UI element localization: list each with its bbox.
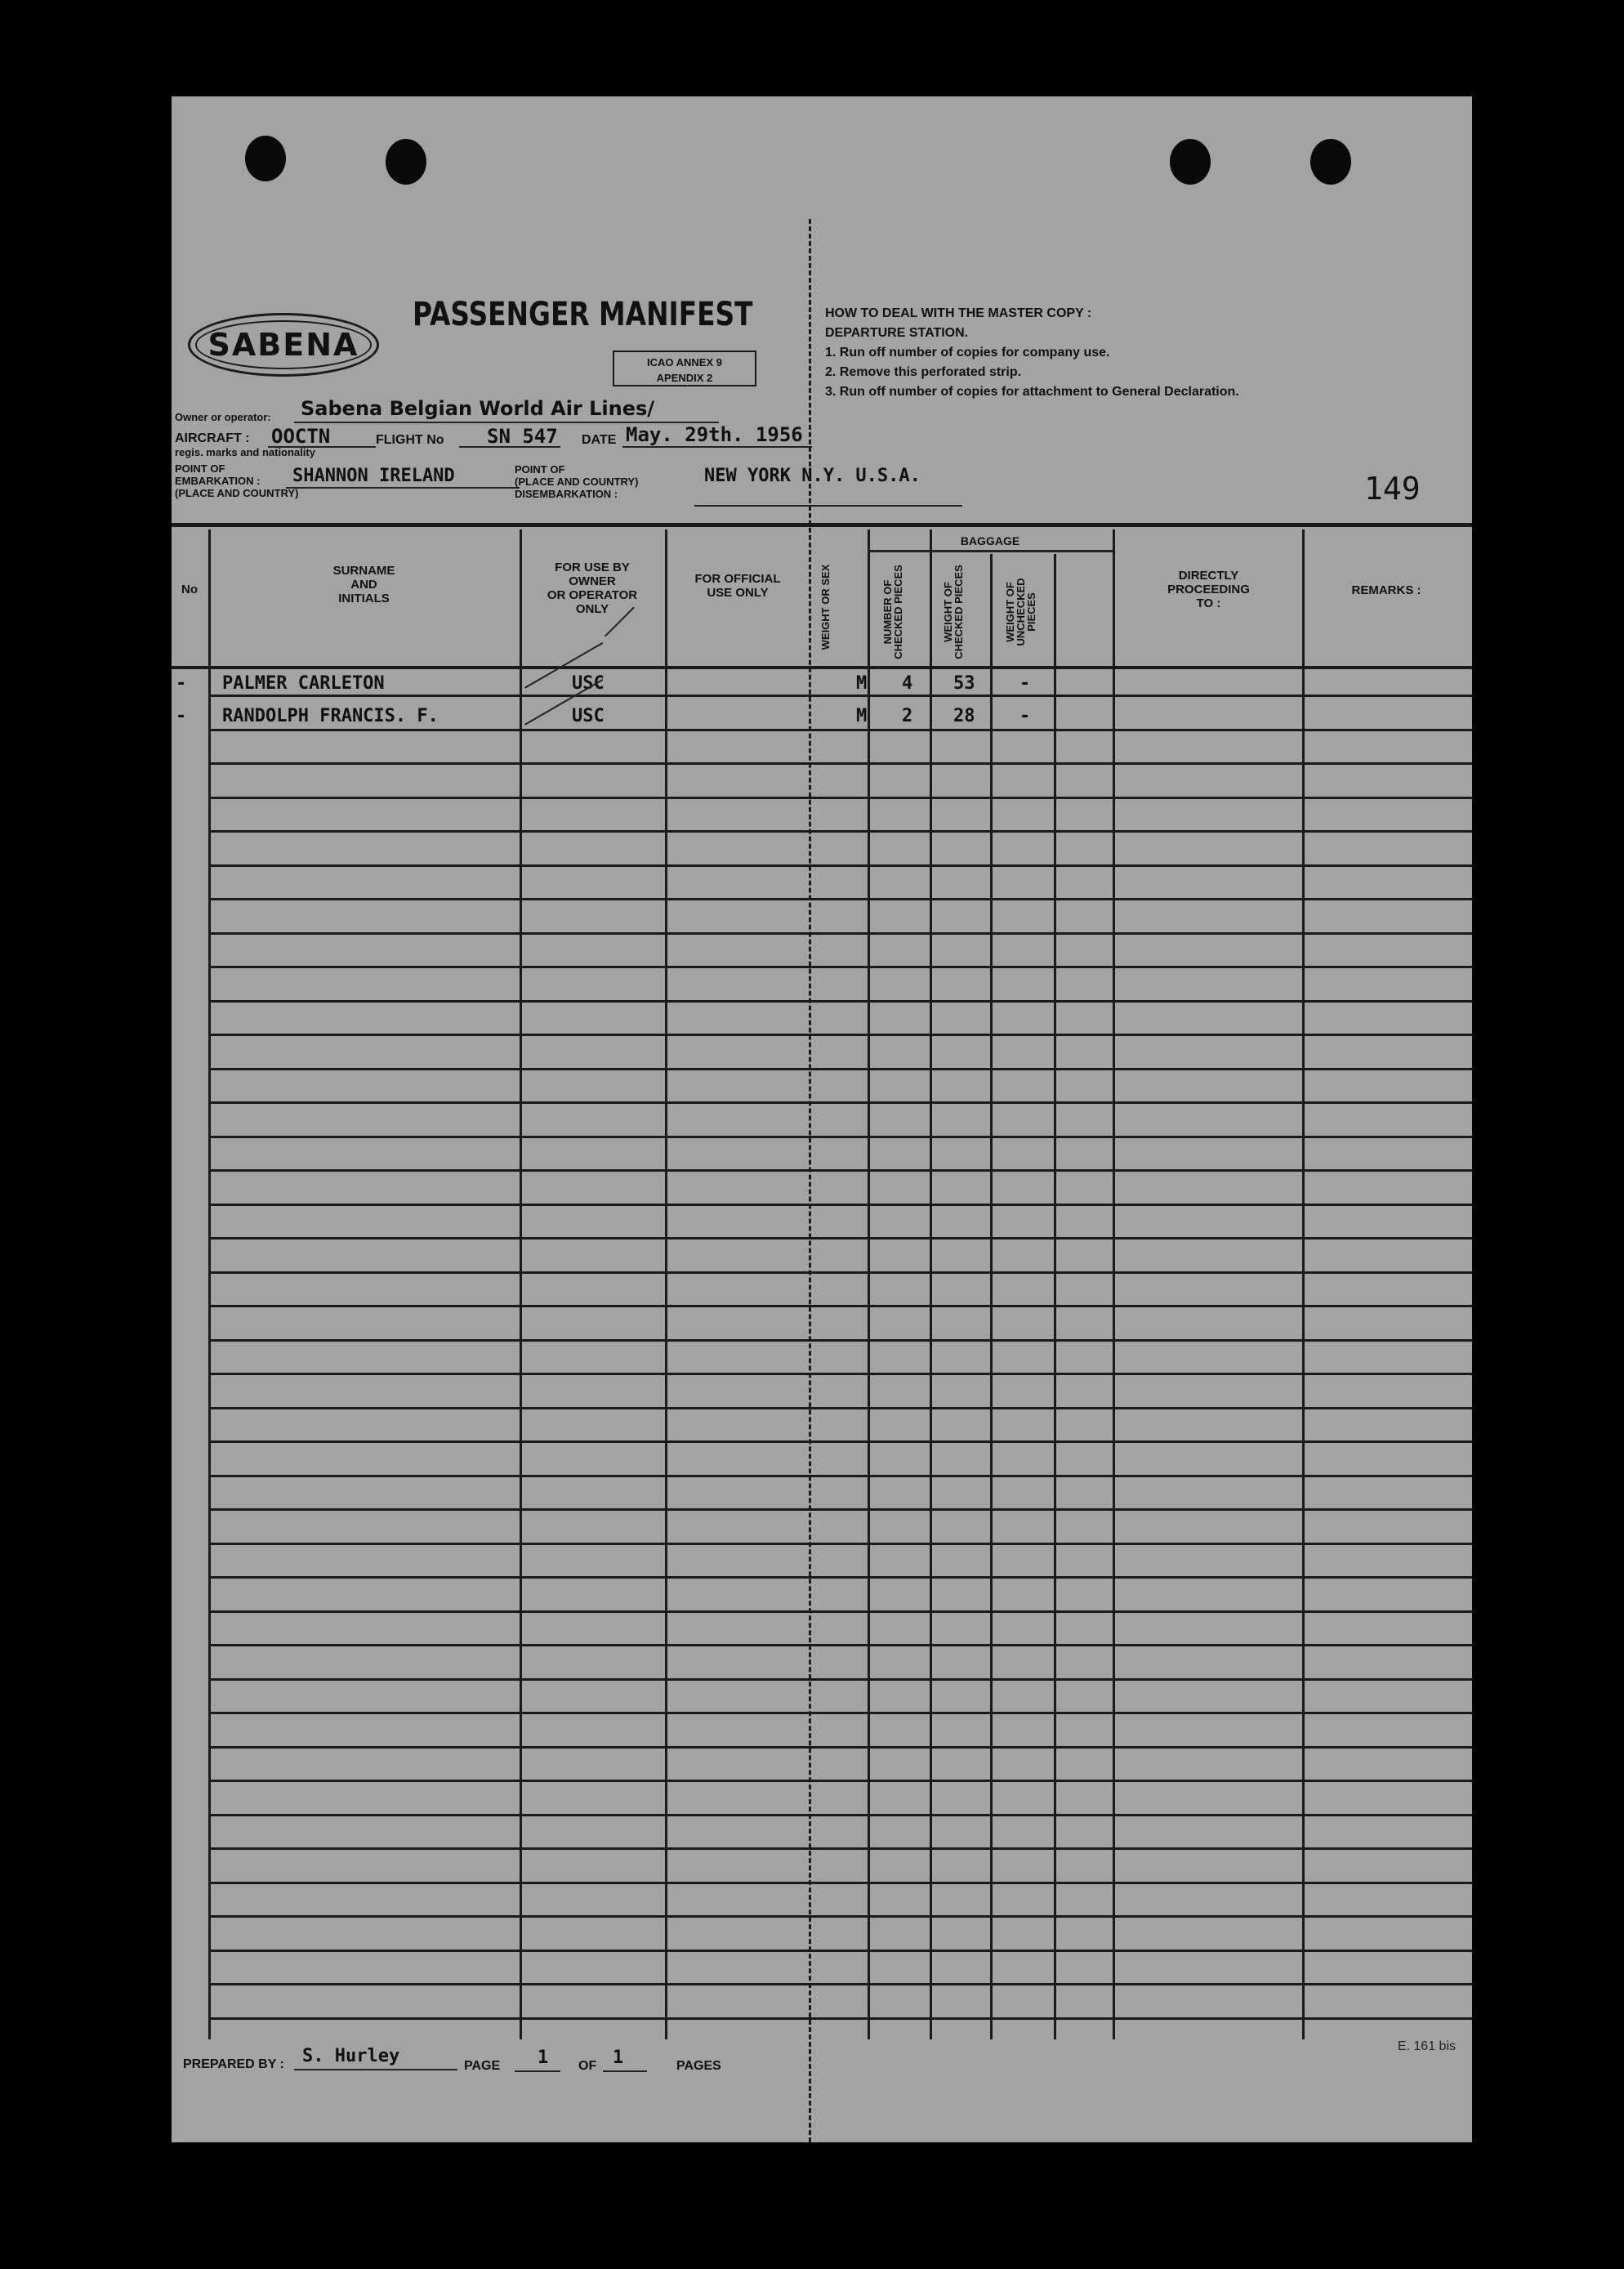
- checked-pieces: 4: [902, 673, 913, 694]
- document-title: PASSENGER MANIFEST: [413, 296, 753, 333]
- prepared-underline: [294, 2069, 457, 2070]
- ruled-row-line: [208, 1204, 1472, 1206]
- ruled-row-line: [208, 1644, 1472, 1646]
- checked-weight: 53: [953, 673, 975, 694]
- ruled-row-line: [208, 1508, 1472, 1511]
- passenger-sex: M: [856, 673, 868, 694]
- col-divider-weight: [990, 554, 993, 2039]
- instruction-line: DEPARTURE STATION.: [825, 326, 969, 340]
- of-underline: [603, 2070, 647, 2072]
- baggage-underline: [868, 550, 1113, 552]
- ruled-row-line: [208, 1407, 1472, 1409]
- ruled-row-line: [208, 762, 1472, 765]
- ruled-row-line: [208, 695, 1472, 697]
- header-proceeding: DIRECTLY PROCEEDING TO :: [1167, 569, 1250, 610]
- embarkation-value: SHANNON IRELAND: [292, 466, 455, 486]
- embark-label-2: EMBARKATION :: [175, 475, 261, 487]
- ruled-row-line: [208, 1237, 1472, 1239]
- instruction-line: 3. Run off number of copies for attachment to General Declaration.: [825, 385, 1239, 399]
- flight-underline: [459, 446, 560, 448]
- ruled-row-line: [208, 1169, 1472, 1172]
- ruled-row-line: [208, 1780, 1472, 1782]
- ruled-row-line: [208, 1712, 1472, 1714]
- ruled-row-line: [208, 1136, 1472, 1138]
- sabena-logo: [188, 313, 379, 377]
- ruled-row-line: [208, 932, 1472, 935]
- header-official-use: FOR OFFICIAL USE ONLY: [694, 572, 781, 600]
- owner-label: Owner or operator:: [175, 411, 271, 423]
- header-checked-number: NUMBER OF CHECKED PIECES: [881, 565, 904, 659]
- punch-hole: [1170, 139, 1211, 185]
- date-value: May. 29th. 1956: [626, 423, 803, 446]
- ruled-row-line: [208, 1305, 1472, 1307]
- form-number: E. 161 bis: [1397, 2039, 1456, 2053]
- ruled-row-line: [208, 1101, 1472, 1104]
- ruled-row-line: [208, 1882, 1472, 1884]
- logo-text: SABENA: [207, 327, 359, 363]
- header-no: No: [181, 583, 198, 596]
- annex-line-1: ICAO ANNEX 9: [647, 356, 722, 368]
- table-top-rule: [172, 523, 1472, 527]
- header-baggage: BAGGAGE: [960, 534, 1020, 547]
- disembark-label-2: (PLACE AND COUNTRY): [515, 476, 639, 488]
- owner-code: USC: [572, 673, 605, 694]
- ruled-row-line: [208, 1543, 1472, 1545]
- page-label: PAGE: [464, 2059, 501, 2073]
- page-underline: [515, 2070, 560, 2072]
- ruled-row-line: [208, 1373, 1472, 1375]
- icao-annex-box: [613, 351, 756, 386]
- header-weight-sex: WEIGHT OR SEX: [819, 564, 832, 650]
- ruled-row-line: [208, 797, 1472, 799]
- passenger-sex: M: [856, 706, 868, 726]
- header-surname: SURNAME AND INITIALS: [332, 564, 395, 605]
- ruled-row-line: [208, 966, 1472, 968]
- owner-code: USC: [572, 706, 605, 726]
- of-value: 1: [613, 2048, 624, 2068]
- instruction-line: 1. Run off number of copies for company use.: [825, 346, 1110, 360]
- ruled-row-line: [208, 864, 1472, 867]
- page-value: 1: [538, 2048, 549, 2068]
- ruled-row-line: [208, 1814, 1472, 1816]
- ruled-row-line: [208, 830, 1472, 833]
- passenger-name: PALMER CARLETON: [222, 673, 385, 694]
- checked-pieces: 2: [902, 706, 913, 726]
- row-number: -: [176, 673, 187, 694]
- ruled-row-line: [208, 2017, 1472, 2020]
- ruled-row-line: [208, 1847, 1472, 1850]
- ruled-row-line: [208, 1475, 1472, 1477]
- embark-label-1: POINT OF: [175, 462, 225, 475]
- embark-label-3: (PLACE AND COUNTRY): [175, 487, 299, 499]
- annex-line-2: APENDIX 2: [656, 372, 713, 384]
- table-header-rule: [172, 666, 1472, 669]
- punch-hole: [245, 136, 286, 181]
- perforation-line: [809, 219, 811, 2142]
- ruled-row-line: [208, 1915, 1472, 1918]
- prepared-by-label: PREPARED BY :: [183, 2057, 284, 2071]
- flight-label: FLIGHT No: [376, 433, 444, 447]
- instruction-heading: HOW TO DEAL WITH THE MASTER COPY :: [825, 306, 1092, 320]
- ruled-row-line: [208, 1576, 1472, 1579]
- flight-value: SN 547: [487, 425, 558, 448]
- disembarkation-value: NEW YORK N.Y. U.S.A.: [704, 466, 921, 486]
- ruled-row-line: [208, 1440, 1472, 1443]
- punch-hole: [1310, 139, 1351, 185]
- header-remarks: REMARKS :: [1351, 583, 1421, 597]
- ruled-row-line: [208, 1678, 1472, 1681]
- ruled-row-line: [208, 1068, 1472, 1070]
- embark-underline: [286, 487, 520, 489]
- pages-label: PAGES: [676, 2059, 721, 2073]
- ruled-row-line: [208, 1271, 1472, 1274]
- ruled-row-line: [208, 898, 1472, 900]
- checked-weight: 28: [953, 706, 975, 726]
- unchecked-weight: -: [1019, 706, 1031, 726]
- ruled-row-line: [208, 1339, 1472, 1342]
- ruled-row-line: [208, 1034, 1472, 1036]
- aircraft-value: OOCTN: [271, 425, 331, 448]
- ruled-row-line: [208, 1000, 1472, 1003]
- ruled-row-line: [208, 1983, 1472, 1985]
- instruction-line: 2. Remove this perforated strip.: [825, 365, 1022, 379]
- ruled-row-line: [208, 729, 1472, 731]
- disembark-underline: [694, 505, 962, 507]
- ruled-row-line: [208, 1610, 1472, 1613]
- header-unchecked-weight: WEIGHT OF UNCHECKED PIECES: [1004, 578, 1037, 646]
- col-divider-unchecked: [1054, 554, 1056, 2039]
- passenger-name: RANDOLPH FRANCIS. F.: [222, 706, 439, 726]
- date-underline: [622, 446, 812, 448]
- master-copy-instructions: [825, 302, 1239, 404]
- owner-value: Sabena Belgian World Air Lines/: [301, 397, 655, 420]
- header-checked-weight: WEIGHT OF CHECKED PIECES: [942, 565, 965, 659]
- ruled-row-line: [208, 1950, 1472, 1952]
- aircraft-label: AIRCRAFT :: [175, 431, 250, 445]
- ruled-row-line: [208, 1746, 1472, 1749]
- manifest-sheet: [172, 96, 1472, 2142]
- regis-label: regis. marks and nationality: [175, 446, 315, 458]
- stamped-page-number: 149: [1364, 471, 1421, 507]
- row-number: -: [176, 706, 187, 726]
- prepared-by-value: S. Hurley: [302, 2046, 400, 2066]
- disembark-label-1: POINT OF: [515, 463, 565, 476]
- disembark-label-3: DISEMBARKATION :: [515, 488, 618, 500]
- header-owner-use: FOR USE BY OWNER OR OPERATOR ONLY: [547, 561, 638, 616]
- date-label: DATE: [582, 433, 617, 447]
- of-label: OF: [578, 2059, 597, 2073]
- punch-hole: [386, 139, 426, 185]
- unchecked-weight: -: [1019, 673, 1031, 694]
